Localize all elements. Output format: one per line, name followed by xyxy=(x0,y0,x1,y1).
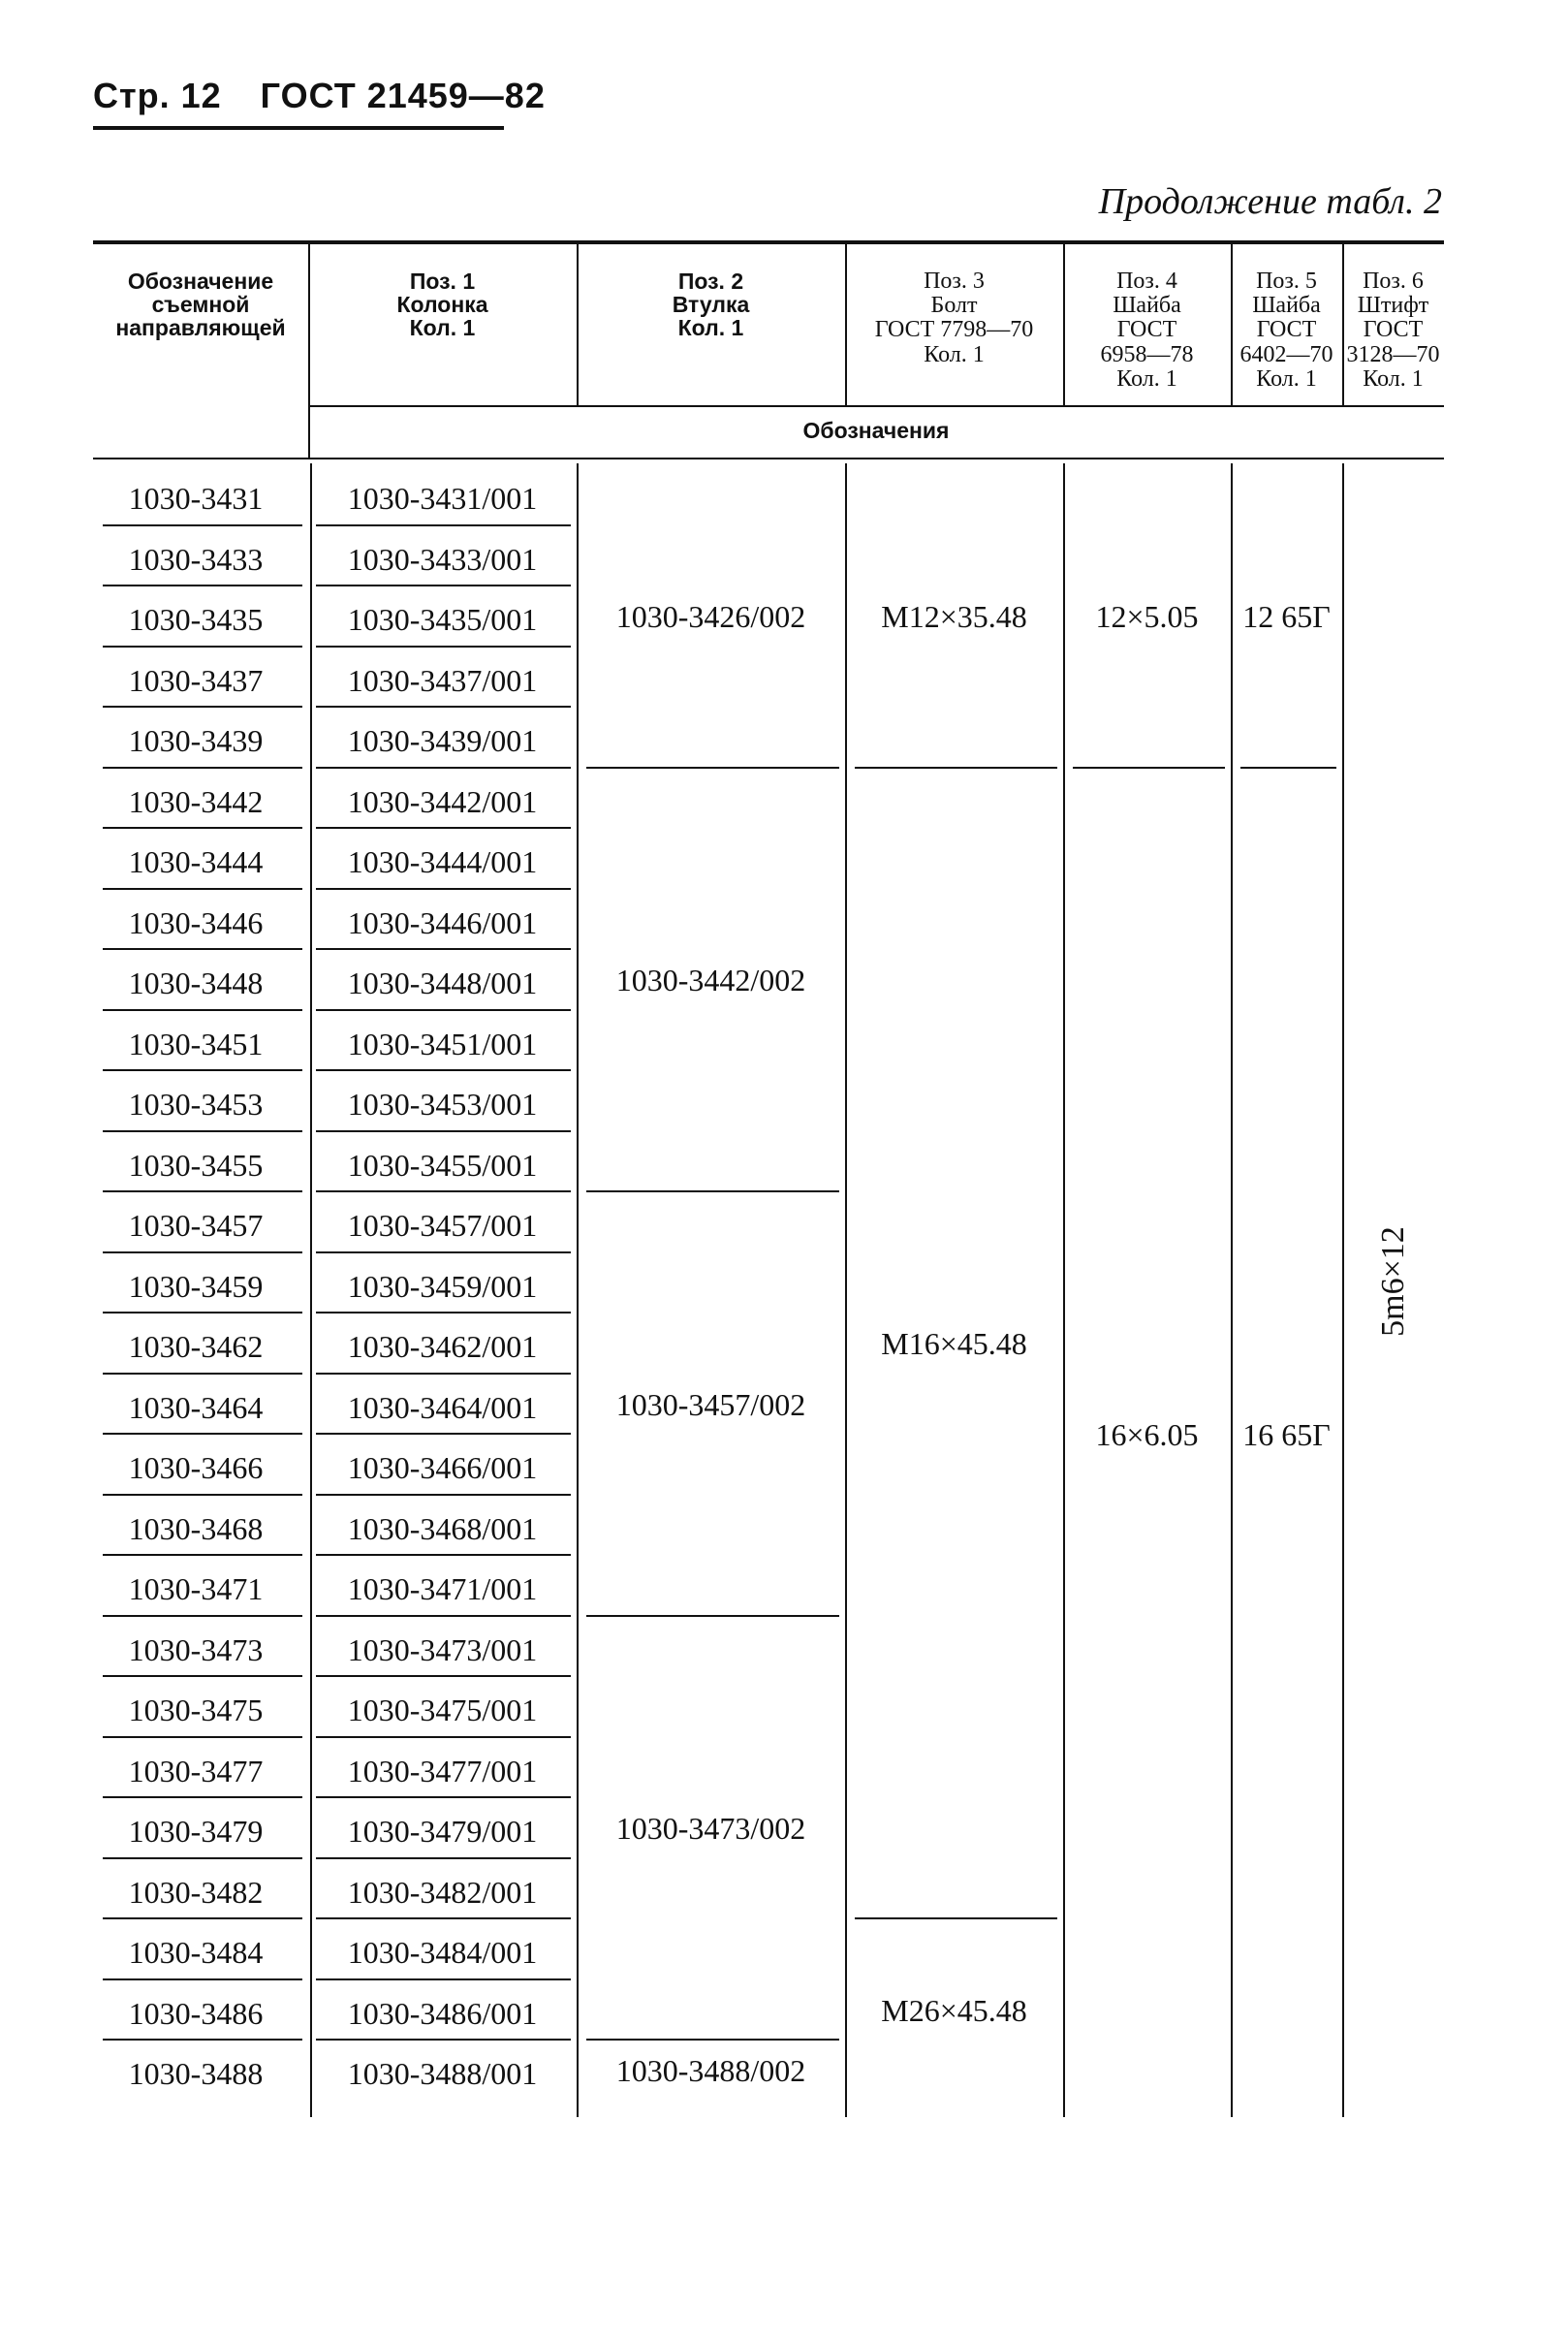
designation-cell: 1030-3484 xyxy=(128,1935,264,1970)
designation-cell: 1030-3473 xyxy=(128,1631,264,1667)
pos2-cell: 1030-3473/002 xyxy=(615,1811,806,1847)
row-rule xyxy=(316,1433,571,1435)
designation-cell: 1030-3444 xyxy=(128,844,264,879)
pos1-cell: 1030-3479/001 xyxy=(347,1814,538,1849)
body-column-rule xyxy=(1231,463,1233,2117)
column-header-line: Штифт xyxy=(1357,293,1429,319)
designation-cell: 1030-3457 xyxy=(128,1208,264,1243)
pos1-cell: 1030-3475/001 xyxy=(347,1693,538,1727)
row-rule xyxy=(316,1675,571,1677)
table-caption: Продолжение табл. 2 xyxy=(1098,181,1442,222)
row-rule xyxy=(103,1373,302,1375)
pos1-cell: 1030-3468/001 xyxy=(347,1510,538,1546)
column-header-line: направляющей xyxy=(115,315,286,341)
pos5-cell: 12 65Г xyxy=(1242,599,1331,635)
designation-cell: 1030-3475 xyxy=(128,1693,264,1727)
designation-cell: 1030-3455 xyxy=(128,1147,264,1183)
page-header xyxy=(93,76,546,116)
row-rule xyxy=(103,1130,302,1132)
column-header-line: Кол. 1 xyxy=(409,315,476,341)
column-header-line: Шайба xyxy=(1113,293,1181,319)
designation-cell: 1030-3482 xyxy=(128,1874,264,1910)
pos1-cell: 1030-3431/001 xyxy=(347,481,538,516)
row-rule xyxy=(316,767,571,769)
pos1-cell: 1030-3459/001 xyxy=(347,1268,538,1304)
column-header-line: Болт xyxy=(930,293,978,319)
body-column-rule xyxy=(577,463,579,2117)
column-header-line: Обозначение xyxy=(127,269,274,294)
column-header-line: Поз. 5 xyxy=(1256,269,1317,294)
row-rule xyxy=(316,1130,571,1132)
row-rule xyxy=(316,524,571,526)
row-rule xyxy=(103,2039,302,2041)
row-rule xyxy=(316,1312,571,1313)
column-header-line: Колонка xyxy=(396,292,488,318)
group-rule xyxy=(855,767,1057,769)
row-rule xyxy=(103,1615,302,1617)
pos1-cell: 1030-3488/001 xyxy=(347,2056,538,2091)
row-rule xyxy=(103,1736,302,1738)
row-rule xyxy=(316,1615,571,1617)
column-header-line: 6958—78 xyxy=(1100,341,1194,367)
column-header-line: Кол. 1 xyxy=(924,341,985,367)
pos1-cell: 1030-3464/001 xyxy=(347,1389,538,1425)
column-header-2 xyxy=(577,269,845,339)
group-rule xyxy=(586,1615,839,1617)
row-rule xyxy=(103,1069,302,1071)
column-header-0 xyxy=(93,269,308,339)
designation-cell: 1030-3488 xyxy=(128,2056,264,2091)
column-header-4 xyxy=(1063,269,1231,392)
pos1-cell: 1030-3484/001 xyxy=(347,1935,538,1970)
group-rule xyxy=(586,2039,839,2041)
row-rule xyxy=(103,1433,302,1435)
designation-cell: 1030-3459 xyxy=(128,1268,264,1304)
standard-number: ГОСТ 21459—82 xyxy=(260,76,546,115)
row-rule xyxy=(316,1857,571,1859)
row-rule xyxy=(103,1554,302,1556)
designation-cell: 1030-3471 xyxy=(128,1571,264,1606)
row-rule xyxy=(316,827,571,829)
pos1-cell: 1030-3435/001 xyxy=(347,602,538,637)
pos1-cell: 1030-3482/001 xyxy=(347,1874,538,1910)
row-rule xyxy=(316,1251,571,1253)
designation-cell: 1030-3466 xyxy=(128,1450,264,1485)
designation-cell: 1030-3464 xyxy=(128,1389,264,1425)
column-header-line: Поз. 2 xyxy=(677,269,744,294)
row-rule xyxy=(316,2039,571,2041)
row-rule xyxy=(103,706,302,708)
designation-cell: 1030-3431 xyxy=(128,481,264,516)
table-top-rule xyxy=(93,240,1444,244)
header-rule xyxy=(93,126,504,130)
pos1-cell: 1030-3471/001 xyxy=(347,1571,538,1606)
pos1-cell: 1030-3448/001 xyxy=(347,965,538,1000)
row-rule xyxy=(103,767,302,769)
row-rule xyxy=(316,1009,571,1011)
pos1-cell: 1030-3437/001 xyxy=(347,662,538,698)
column-header-line: съемной xyxy=(151,292,250,318)
group-rule xyxy=(1240,767,1336,769)
pos4-cell: 12×5.05 xyxy=(1095,599,1199,635)
designation-cell: 1030-3479 xyxy=(128,1814,264,1849)
column-header-line: 3128—70 xyxy=(1346,341,1440,367)
pos3-cell: M16×45.48 xyxy=(881,1326,1027,1362)
row-rule xyxy=(103,888,302,890)
column-header-line: Втулка xyxy=(672,292,750,318)
pos1-cell: 1030-3446/001 xyxy=(347,904,538,940)
pos1-cell: 1030-3442/001 xyxy=(347,783,538,819)
designation-cell: 1030-3442 xyxy=(128,783,264,819)
pos1-cell: 1030-3455/001 xyxy=(347,1147,538,1183)
column-header-line: Кол. 1 xyxy=(1256,365,1317,392)
designation-cell: 1030-3468 xyxy=(128,1510,264,1546)
subheader-designations: Обозначения xyxy=(802,418,950,443)
pos3-cell: M26×45.48 xyxy=(881,1992,1027,2028)
row-rule xyxy=(316,1917,571,1919)
row-rule xyxy=(316,585,571,586)
row-rule xyxy=(316,1069,571,1071)
row-rule xyxy=(316,1190,571,1192)
designation-cell: 1030-3433 xyxy=(128,541,264,577)
row-rule xyxy=(316,1796,571,1798)
pos1-cell: 1030-3457/001 xyxy=(347,1208,538,1243)
row-rule xyxy=(316,1494,571,1496)
row-rule xyxy=(103,948,302,950)
row-rule xyxy=(103,1251,302,1253)
group-rule xyxy=(586,767,839,769)
row-rule xyxy=(103,1917,302,1919)
column-header-line: ГОСТ xyxy=(1256,317,1317,343)
pos2-cell: 1030-3426/002 xyxy=(615,599,806,635)
column-header-line: 6402—70 xyxy=(1239,341,1333,367)
column-header-line: Шайба xyxy=(1252,293,1321,319)
pos1-cell: 1030-3477/001 xyxy=(347,1753,538,1788)
row-rule xyxy=(103,1190,302,1192)
pos1-cell: 1030-3439/001 xyxy=(347,723,538,758)
row-rule xyxy=(316,706,571,708)
column-header-line: ГОСТ xyxy=(1363,317,1424,343)
pos2-cell: 1030-3457/002 xyxy=(615,1386,806,1422)
column-header-3 xyxy=(845,269,1063,367)
row-rule xyxy=(103,1796,302,1798)
column-header-5 xyxy=(1231,269,1342,392)
pos1-cell: 1030-3433/001 xyxy=(347,541,538,577)
row-rule xyxy=(316,646,571,648)
header-rule xyxy=(308,405,1444,407)
column-header-1 xyxy=(308,269,577,339)
row-rule xyxy=(103,1009,302,1011)
row-rule xyxy=(103,1978,302,1980)
row-rule xyxy=(103,1857,302,1859)
row-rule xyxy=(103,585,302,586)
pos1-cell: 1030-3466/001 xyxy=(347,1450,538,1485)
column-header-line: Поз. 3 xyxy=(924,269,985,294)
column-header-line: ГОСТ 7798—70 xyxy=(874,317,1034,343)
row-rule xyxy=(316,1554,571,1556)
row-rule xyxy=(103,1312,302,1313)
group-rule xyxy=(1073,767,1225,769)
row-rule xyxy=(316,1736,571,1738)
row-rule xyxy=(316,888,571,890)
pos5-cell: 16 65Г xyxy=(1242,1417,1331,1452)
group-rule xyxy=(586,1190,839,1192)
designation-cell: 1030-3437 xyxy=(128,662,264,698)
body-column-rule xyxy=(845,463,847,2117)
designation-cell: 1030-3448 xyxy=(128,965,264,1000)
column-header-line: Поз. 6 xyxy=(1363,269,1424,294)
designation-cell: 1030-3453 xyxy=(128,1087,264,1122)
page-number: Стр. 12 xyxy=(93,76,222,115)
pos2-cell: 1030-3442/002 xyxy=(615,963,806,998)
pos1-cell: 1030-3444/001 xyxy=(347,844,538,879)
row-rule xyxy=(316,948,571,950)
body-column-rule xyxy=(1342,463,1344,2117)
designation-cell: 1030-3451 xyxy=(128,1026,264,1061)
designation-cell: 1030-3462 xyxy=(128,1329,264,1364)
subheader-rule xyxy=(93,458,1444,459)
designation-cell: 1030-3435 xyxy=(128,602,264,637)
row-rule xyxy=(316,1978,571,1980)
column-header-line: Кол. 1 xyxy=(1116,365,1177,392)
column-header-6 xyxy=(1342,269,1444,392)
designation-cell: 1030-3486 xyxy=(128,1995,264,2031)
column-header-line: Кол. 1 xyxy=(1363,365,1424,392)
row-rule xyxy=(103,524,302,526)
row-rule xyxy=(103,1675,302,1677)
designation-cell: 1030-3477 xyxy=(128,1753,264,1788)
pos1-cell: 1030-3486/001 xyxy=(347,1995,538,2031)
pos3-cell: M12×35.48 xyxy=(881,599,1027,635)
pos1-cell: 1030-3462/001 xyxy=(347,1329,538,1364)
group-rule xyxy=(855,1917,1057,1919)
row-rule xyxy=(103,646,302,648)
pos1-cell: 1030-3451/001 xyxy=(347,1026,538,1061)
row-rule xyxy=(316,1373,571,1375)
pos6-cell: 5m6×12 xyxy=(1374,1225,1411,1337)
pos4-cell: 16×6.05 xyxy=(1095,1417,1199,1452)
column-header-line: Поз. 1 xyxy=(409,269,476,294)
row-rule xyxy=(103,1494,302,1496)
designation-cell: 1030-3439 xyxy=(128,723,264,758)
body-column-rule xyxy=(1063,463,1065,2117)
pos1-cell: 1030-3473/001 xyxy=(347,1631,538,1667)
pos1-cell: 1030-3453/001 xyxy=(347,1087,538,1122)
row-rule xyxy=(103,827,302,829)
column-header-line: ГОСТ xyxy=(1116,317,1177,343)
column-header-line: Поз. 4 xyxy=(1116,269,1177,294)
column-header-line: Кол. 1 xyxy=(677,315,744,341)
pos2-cell: 1030-3488/002 xyxy=(615,2053,806,2089)
designation-cell: 1030-3446 xyxy=(128,904,264,940)
